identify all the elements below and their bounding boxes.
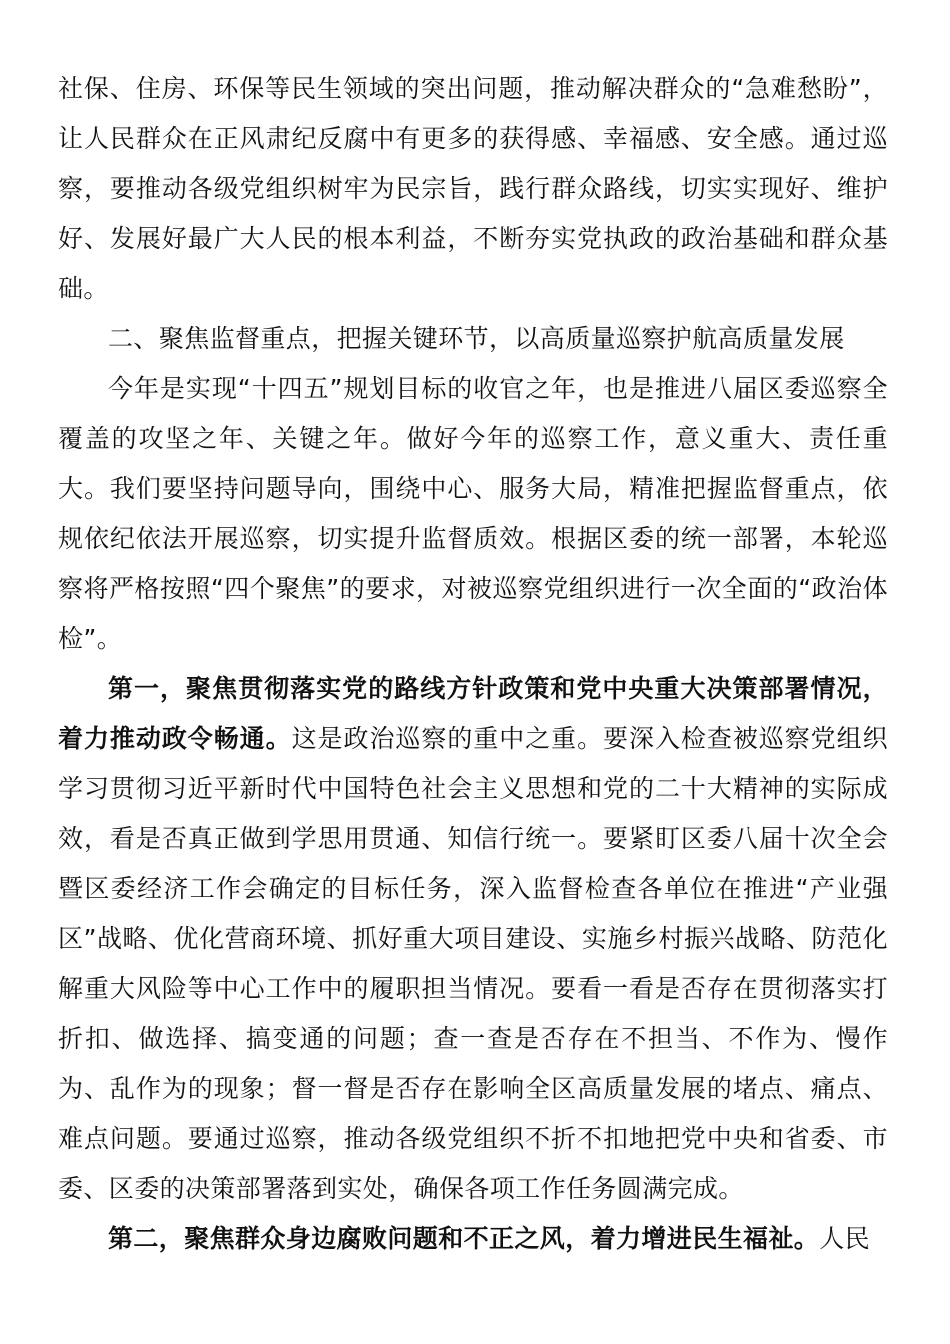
point-1-body: 这是政治巡察的重中之重。要深入检查被巡察党组织学习贯彻习近平新时代中国特色社会主义思想和党的二十大精神的实际成效，看是否真正做到学思用贯通、知信行统一。要紧盯区委八届十次全会暨区委经济工作会确定的目标任务，深入监督检查各单位在推进“产业强区”战略、优化营商环境、抓好重大项目建设、实施乡村振兴战略、防范化解重大风险等中心工作中的履职担当情况。要看一看是否存在贯彻落实打折扣、做选择、搞变通的问题；查一查是否存在不担当、不作为、慢作为、乱作为的现象；督一督是否存在影响全区高质量发展的堵点、痛点、难点问题。要通过巡察，推动各级党组织不折不扣地把党中央和省委、市委、区委的决策部署落到实处，确保各项工作任务圆满完成。 [58, 724, 888, 1203]
paragraph-point-2 [58, 1214, 888, 1264]
paragraph-continuation: 社保、住房、环保等民生领域的突出问题，推动解决群众的“急难愁盼”，让人民群众在正风肃纪反腐中有更多的获得感、幸福感、安全感。通过巡察，要推动各级党组织树牢为民宗旨，践行群众路线，切实实现好、维护好、发展好最广大人民的根本利益，不断夯实党执政的政治基础和群众基础。 [58, 74, 888, 303]
point-1-lead: 第一，聚焦贯彻落实党的路线方针政策和党中央重大决策部署情况，着力推动政令畅通。 [58, 674, 888, 753]
paragraph-point-1 [58, 664, 888, 1214]
point-2-lead: 第二，聚焦群众身边腐败问题和不正之风，着力增进民生福祉。 [108, 1224, 820, 1253]
document-page [58, 64, 888, 1264]
section-heading-2: 二、聚焦监督重点，把握关键环节，以高质量巡察护航高质量发展 [108, 324, 845, 353]
paragraph-intro: 今年是实现“十四五”规划目标的收官之年，也是推进八届区委巡察全覆盖的攻坚之年、关键之年。做好今年的巡察工作，意义重大、责任重大。我们要坚持问题导向，围绕中心、服务大局，精准把握监督重点，依规依纪依法开展巡察，切实提升监督质效。根据区委的统一部署，本轮巡察将严格按照“四个聚焦”的要求，对被巡察党组织进行一次全面的“政治体检”。 [58, 374, 888, 653]
point-2-body: 人民 [819, 1224, 871, 1253]
